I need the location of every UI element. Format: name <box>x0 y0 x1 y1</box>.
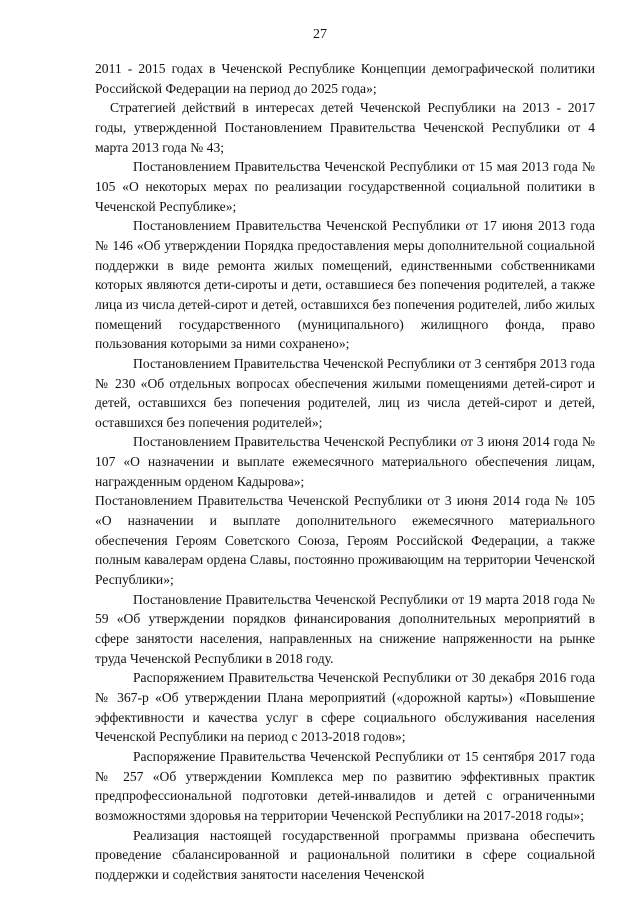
paragraph-decree-105-2014: Постановлением Правительства Чеченской Республики от 3 июня 2014 года № 105 «О назначении и выплате дополнительного ежемесячного материального обеспечения Героям Советского Союза, Героям Российской Федерации, а также полным кавалерам ордена Славы, постоянно проживающим на территории Чеченской Республики»; <box>95 493 595 588</box>
paragraph-order-367-2016: Распоряжением Правительства Чеченской Республики от 30 декабря 2016 года № 367-р «Об утверждении Плана мероприятий («дорожной карты») «Повышение эффективности и качества услуг в сфере социального обслуживания населения Чеченской Республики на период с 2013-2018 годов»; <box>95 670 595 745</box>
paragraph-decree-230-2013: Постановлением Правительства Чеченской Республики от 3 сентября 2013 года № 230 «Об отдельных вопросах обеспечения жилыми помещениями детей-сирот и детей, оставшихся без попечения родителей, лиц из числа детей-сирот и детей, оставшихся без попечения родителей»; <box>95 355 595 430</box>
paragraph-order-257-2017: Распоряжение Правительства Чеченской Республики от 15 сентября 2017 года № 257 «Об утверждении Комплекса мер по развитию эффективных практик предпрофессиональной подготовки детей-инвалидов и детей с ограниченными возможностями здоровья на территории Чеченской Республики на 2017-2018 годы»; <box>95 748 595 823</box>
paragraph-program-implementation: Реализация настоящей государственной программы призвана обеспечить проведение сбалансированной и рациональной политики в сфере социальной поддержки и содействия занятости населения Чеченской <box>95 827 595 882</box>
paragraph-decree-105-2013: Постановлением Правительства Чеченской Республики от 15 мая 2013 года № 105 «О некоторых мерах по реализации государственной социальной политики в Чеченской Республике»; <box>95 159 595 214</box>
page-number: 27 <box>313 27 327 42</box>
paragraph-decree-146-2013: Постановлением Правительства Чеченской Республики от 17 июня 2013 года № 146 «Об утверждении Порядка предоставления меры дополнительной социальной поддержки в виде ремонта жилых помещений, единственными собственниками которых являются дети-сироты и дети, оставшиеся без попечения родителей, а также лица из числа детей-сирот и детей, оставшихся без попечения родителей, либо жилых помещений государственного (муниципального) жилищного фонда, право пользования которыми за ними сохранено»; <box>95 218 595 352</box>
paragraph-children-strategy: Стратегией действий в интересах детей Чеченской Республики на 2013 - 2017 годы, утвержденной Постановлением Правительства Чеченской Республики от 4 марта 2013 года № 43; <box>95 100 595 155</box>
paragraph-decree-107-2014: Постановлением Правительства Чеченской Республики от 3 июня 2014 года № 107 «О назначении и выплате ежемесячного материального обеспечения лицам, награжденным орденом Кадырова»; <box>95 434 595 489</box>
paragraph-concept-demographic: 2011 - 2015 годах в Чеченской Республике Концепции демографической политики Российской Федерации на период до 2025 года»; <box>95 61 595 96</box>
document-body <box>95 59 595 885</box>
paragraph-decree-59-2018: Постановление Правительства Чеченской Республики от 19 марта 2018 года № 59 «Об утверждении порядков финансирования дополнительных мероприятий в сфере занятости населения, направленных на снижение напряженности на рынке труда Чеченской Республики в 2018 году. <box>95 591 595 666</box>
